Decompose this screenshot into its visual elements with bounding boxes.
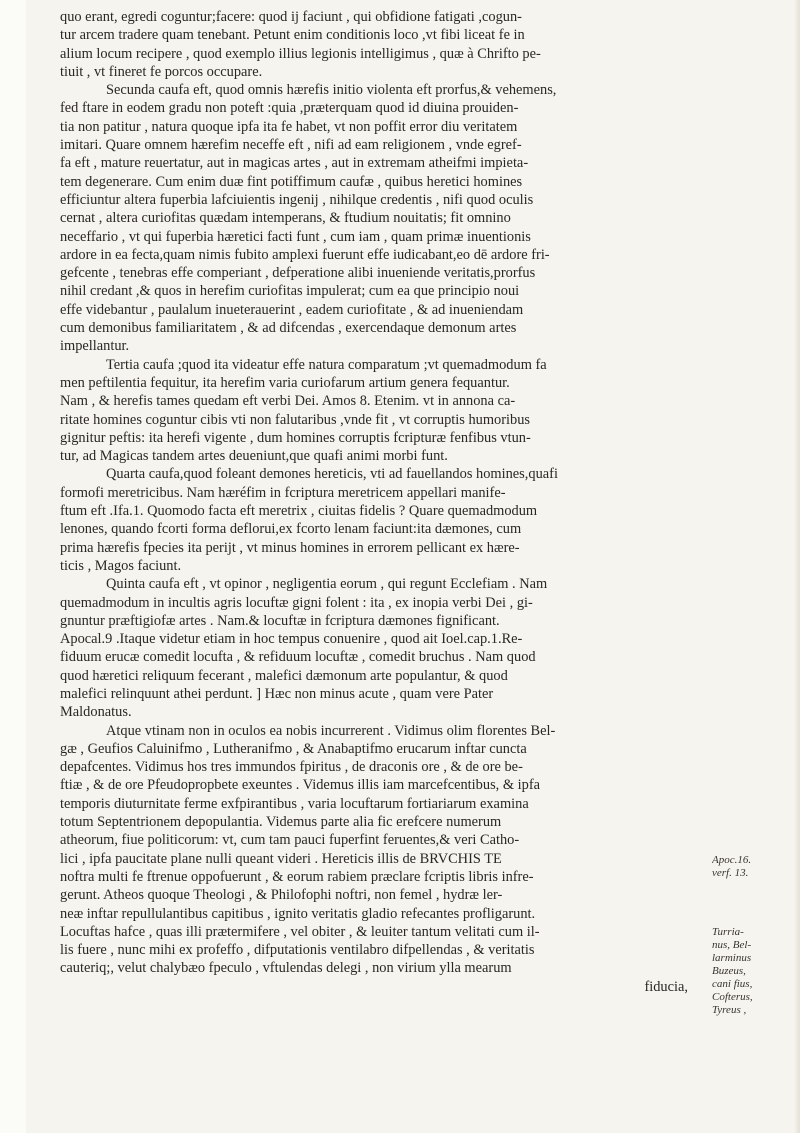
- text-line: cum demonibus familiaritatem , & ad difcendas , exercendaque demonum artes: [60, 320, 517, 337]
- text-line: depafcentes. Vidimus hos tres immundos fpiritus , de draconis ore , & de ore be-: [60, 759, 523, 776]
- text-line: lenones, quando fcorti forma deflorui,ex fcorto lenam faciunt:ita dæmones, cum: [60, 521, 522, 538]
- text-line: ticis , Magos faciunt.: [60, 557, 182, 574]
- text-line: Maldonatus.: [60, 704, 132, 721]
- text-line: gnuntur præftigiofæ artes . Nam.& locuftæ in fcriptura dæmones fignificant.: [60, 612, 500, 629]
- margin-note: larminus: [712, 952, 752, 964]
- text-line: neceffario , vt qui fuperbia hæretici facti funt , cum iam , quam primæ inuentionis: [60, 228, 531, 245]
- paragraph-start-line: Secunda caufa eft, quod omnis hærefis initio violenta eft prorfus,& vehemens,: [106, 82, 557, 99]
- text-line: temporis diuturnitate ferme exfpirantibus , varia locuftarum fortiariarum examina: [60, 795, 529, 812]
- text-line: totum Septentrionem depopulantia. Videmus parte alia fic erefcere numerum: [60, 814, 502, 831]
- text-line: gignitur peftis: ita herefi vigente , dum homines corruptis fcripturæ fenfibus vtun-: [60, 429, 531, 446]
- text-line: tia non patitur , natura quoque ipfa ita fe habet, vt non poffit error diu veritatem: [60, 118, 518, 135]
- paragraph-start-line: Quarta caufa,quod foleant demones hereticis, vti ad fauellandos homines,quafi: [106, 466, 558, 483]
- text-line: gefcente , tenebras effe comperiant , defperatione alibi inueniende veritatis,prorfus: [60, 265, 536, 282]
- text-line: gerunt. Atheos quoque Theologi , & Philofophi noftri, non femel , hydræ ler-: [60, 887, 503, 904]
- text-line: tem degenerare. Cum enim duæ fint potiffimum caufæ , quibus heretici homines: [60, 173, 523, 190]
- paragraph-start-line: Quinta caufa eft , vt opinor , negligentia eorum , qui regunt Ecclefiam . Nam: [106, 576, 548, 593]
- text-line: quod hæretici reliquum fecerant , malefici dæmonum arte populantur, & quod: [60, 667, 508, 684]
- text-line: formofi meretricibus. Nam hæréfim in fcriptura meretricem appellari manife-: [60, 484, 506, 501]
- page-edge: [794, 0, 800, 1133]
- text-line: malefici relinquunt athei perdunt. ] Hæc non minus acute , quam vere Pater: [60, 685, 494, 702]
- text-line: nihil credant ,& quos in herefim curiofitas impulerat; cum ea que principio noui: [60, 283, 520, 300]
- text-line: alium locum recipere , quod exemplo illius legionis intelligimus , quæ à Chrifto pe-: [60, 45, 541, 62]
- text-line: ftiæ , & de ore Pfeudopropbete exeuntes . Videmus illis iam marcefcentibus, & ipfa: [60, 777, 541, 794]
- text-line: fiduum erucæ comedit locufta , & refiduum locuftæ , comedit bruchus . Nam quod: [60, 649, 536, 666]
- text-line: gæ , Geufios Caluinifmo , Lutheranifmo , & Anabaptifmo erucarum inftar cuncta: [60, 740, 527, 757]
- margin-note: verf. 13.: [712, 867, 749, 879]
- text-line: men peftilentia fequitur, ita herefim varia curiofarum artium genera fequantur.: [60, 374, 510, 391]
- page-gutter: [0, 0, 26, 1133]
- text-line: imitari. Quare omnem hærefim neceffe eft , nifi ad eam religionem , vnde egref-: [60, 137, 522, 154]
- text-line: effe videbantur , paulalum inueterauerint , eadem curiofitate , & ad inueniendam: [60, 301, 524, 318]
- text-line: cernat , altera curiofitas quædam intemperans, & ftudium nouitatis; fit omnino: [60, 210, 511, 227]
- paragraph-start-line: Tertia caufa ;quod ita videatur effe natura comparatum ;vt quemadmodum fa: [106, 356, 547, 373]
- body-text: [60, 8, 708, 996]
- margin-note: Buzeus,: [712, 965, 746, 977]
- margin-note: Turria-: [712, 926, 744, 938]
- catchword-line: fiducia,: [644, 978, 688, 995]
- text-line: quemadmodum in incultis agris locuftæ gigni folent : ita , ex inopia verbi Dei , gi-: [60, 594, 533, 611]
- text-line: quo erant, egredi coguntur;facere: quod ij faciunt , qui obfidione fatigati ,cogun-: [60, 9, 522, 25]
- margin-note: nus, Bel-: [712, 939, 752, 951]
- margin-note: cani fius,: [712, 978, 753, 990]
- text-line: tur, ad Magicas tandem artes deueniunt,que quafi animi morbi funt.: [60, 448, 448, 465]
- margin-note: Tyreus ,: [712, 1004, 747, 1016]
- text-line: neæ inftar repullulantibus capitibus , ignito veritatis gladio refecantes profligarunt.: [60, 905, 536, 922]
- text-line: noftra multi fe ftrenue oppofuerunt , & eorum rabiem præclare fcriptis libris infre-: [60, 868, 534, 885]
- margin-note: Apoc.16.: [712, 854, 752, 866]
- text-line: tiuit , vt fineret fe porcos occupare.: [60, 63, 263, 80]
- text-line: tur arcem tradere quam tenebant. Petunt enim conditionis loco ,vt fibi liceat fe in: [60, 27, 525, 44]
- text-line: Apocal.9 .Itaque videtur etiam in hoc tempus conuenire , quod ait Ioel.cap.1.Re-: [60, 631, 523, 648]
- text-line: impellantur.: [60, 338, 130, 355]
- text-line: prima hærefis fpecies ita perijt , vt minus homines in errorem pellicant ex hære-: [60, 539, 520, 556]
- text-line: cauteriq;, velut chalybæo fpeculo , vftulendas delegi , non virium ylla mearum: [60, 960, 512, 977]
- text-line: lis fuere , nunc mihi ex profeffo , difputationis ventilabro difpellendas , & veritatis: [60, 942, 535, 959]
- text-line: fa eft , mature reuertatur, aut in magicas artes , aut in extremam atheifmi impieta-: [60, 155, 529, 172]
- margin-notes: [712, 854, 794, 1017]
- text-line: ftum eft .Ifa.1. Quomodo facta eft meretrix , ciuitas fidelis ? Quare quemadmodum: [60, 503, 538, 520]
- margin-note: Cofterus,: [712, 991, 753, 1003]
- paragraph-start-line: Atque vtinam non in oculos ea nobis incurrerent . Vidimus olim florentes Bel-: [106, 722, 556, 739]
- text-line: ardore in ea fecta,quam nimis fubito amplexi fuerunt effe iudicabant,eo dē ardore fri-: [60, 246, 550, 263]
- text-line: atheorum, fiue politicorum: vt, cum tam pauci fuperfint feruentes,& veri Catho-: [60, 832, 520, 849]
- text-line: efficiuntur altera fuperbia lafciuientis ingenij , nihilque credentis , nifi quod oculis: [60, 191, 534, 208]
- text-line: ritate homines coguntur cibis vti non falutaribus ,vnde fit , vt corruptis humoribus: [60, 411, 531, 428]
- text-line: Nam , & herefis tames quedam eft verbi Dei. Amos 8. Etenim. vt in annona ca-: [60, 393, 516, 410]
- text-line: Locuftas hafce , quas illi prætermifere , vel obiter , & leuiter tantum velitati cum il-: [60, 923, 540, 940]
- text-line: lici , ipfa paucitate plane nulli queant videri . Hereticis illis de BRVCHIS TE: [60, 850, 502, 867]
- text-line: fed ftare in eodem gradu non poteft :quia ,præterquam quod id diuina prouiden-: [60, 100, 519, 117]
